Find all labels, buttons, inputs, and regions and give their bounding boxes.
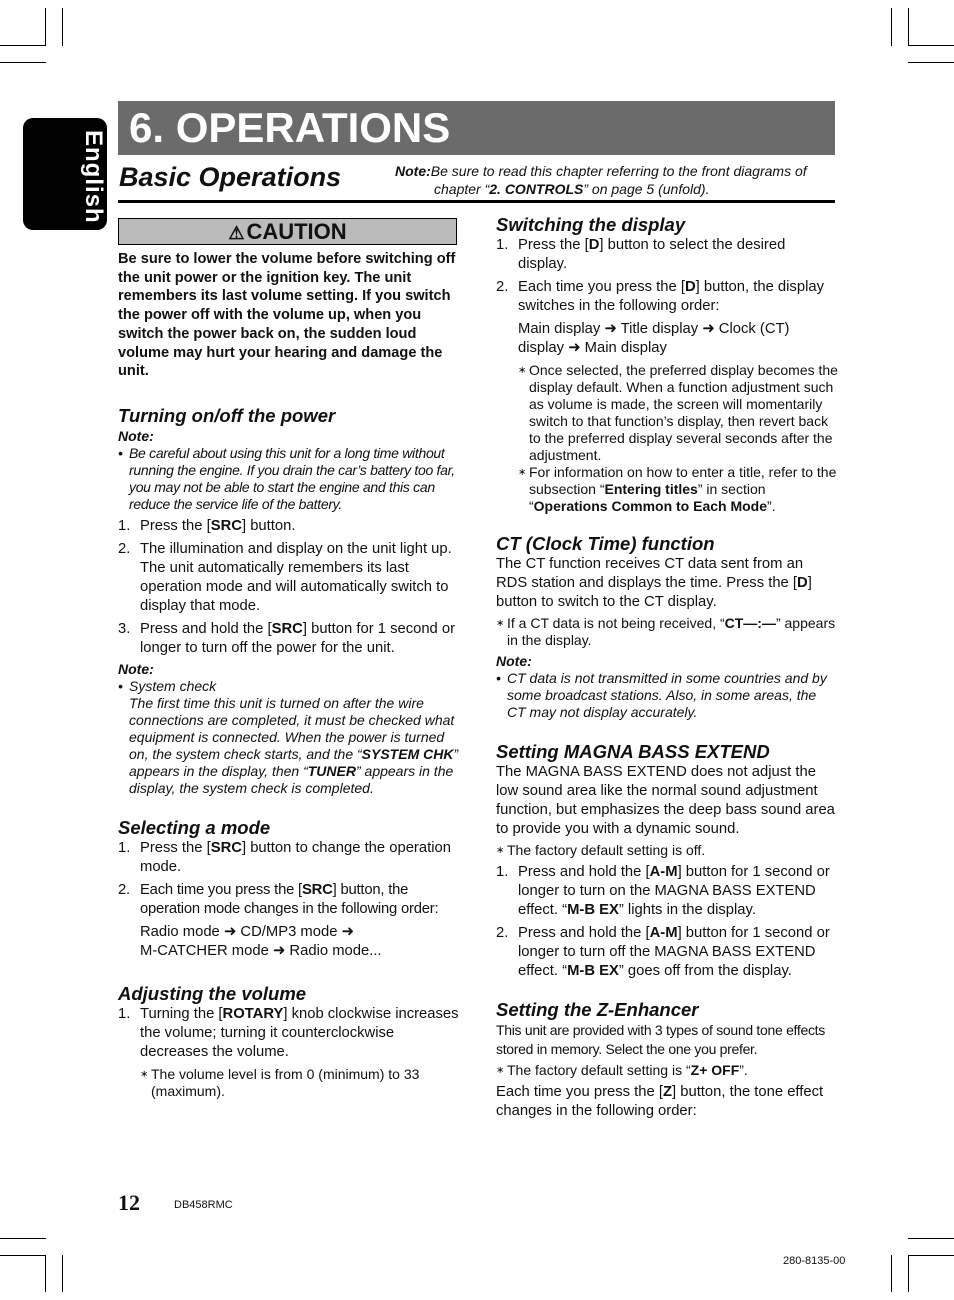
bold-text: Z+ OFF — [690, 1062, 740, 1078]
text: Turning the [ — [140, 1006, 223, 1022]
asterisk: ∗ — [518, 365, 527, 376]
language-side-tab — [23, 118, 107, 230]
bold-text: Entering titles — [604, 481, 698, 497]
language-label: English — [80, 130, 107, 224]
crop-mark — [0, 62, 46, 63]
text: ” appears in the display, then “ — [129, 746, 459, 779]
asterisk: ∗ — [496, 845, 505, 856]
step-number: 3. — [118, 621, 131, 637]
note-label: Note: — [118, 661, 154, 677]
display-step-2 — [496, 278, 838, 316]
bass-heading: Setting MAGNA BASS EXTEND — [496, 741, 770, 762]
key-name: D — [797, 575, 808, 591]
key-name: ROTARY — [222, 1006, 284, 1022]
bass-step-1 — [496, 863, 838, 920]
key-name: Z — [662, 1084, 673, 1100]
step-number: 2. — [118, 541, 131, 557]
text: Press the [ — [140, 518, 211, 534]
crop-mark — [908, 8, 909, 46]
note-line-2 — [395, 180, 840, 198]
note-text: Be careful about using this unit for a long time without running the engine. If you drain the car’s battery too far, you may not be able to start the engine and this can reduce the service life of the battery. — [129, 445, 455, 512]
text: The illumination and display on the unit light up. The unit automatically remembers its last operation mode and will automatically switch to display that mode. — [140, 541, 452, 614]
ct-text — [496, 555, 838, 612]
text: Each time you press the [ — [140, 882, 302, 898]
text: The CT function receives CT data sent from an RDS station and displays the time. Press the [ — [496, 556, 804, 591]
text: ] button for 1 second or longer to turn off the power for the unit. — [140, 621, 456, 656]
chapter-title-bar — [118, 101, 835, 155]
crop-mark — [908, 1238, 954, 1239]
power-step-3 — [118, 620, 460, 658]
top-note — [395, 162, 840, 198]
text: ” appears in the display. — [507, 615, 836, 648]
zenhancer-asterisk-note — [496, 1062, 838, 1079]
note-text: Be sure to read this chapter referring to the front diagrams of — [430, 163, 807, 179]
key-name: A-M — [649, 925, 678, 941]
volume-step-1 — [118, 1005, 460, 1062]
bullet: • — [496, 670, 501, 686]
note-label: Note: — [118, 428, 154, 444]
step-number: 2. — [496, 925, 509, 941]
text: ] button to change the operation mode. — [140, 840, 451, 875]
step-number: 1. — [496, 864, 509, 880]
key-name: SRC — [271, 621, 303, 637]
note-bullet — [496, 670, 838, 721]
asterisk: ∗ — [496, 1065, 505, 1076]
crop-mark — [0, 1238, 46, 1239]
bold-text: Operations Common to Each Mode — [533, 498, 768, 514]
key-name: SRC — [210, 518, 242, 534]
mode-heading: Selecting a mode — [118, 817, 271, 838]
caution-label: CAUTION — [246, 219, 347, 244]
text: ”. — [739, 1062, 748, 1078]
power-heading: Turning on/off the power — [118, 405, 336, 426]
volume-heading: Adjusting the volume — [118, 983, 307, 1004]
page-number: 12 — [118, 1190, 140, 1215]
ct-heading: CT (Clock Time) function — [496, 533, 715, 554]
text: ” in section “ — [529, 481, 766, 514]
text: Each time you press the [ — [518, 279, 685, 295]
asterisk: ∗ — [496, 618, 505, 629]
crop-mark — [908, 1255, 909, 1292]
sequence-line: display ➜ Main display — [518, 340, 667, 356]
crop-mark — [891, 1255, 892, 1292]
text: Press and hold the [ — [518, 925, 650, 941]
left-column — [118, 405, 460, 1100]
zenhancer-text-2 — [496, 1083, 838, 1121]
step-number: 1. — [118, 840, 131, 856]
bold-text: 2. CONTROLS — [489, 181, 584, 197]
crop-mark — [908, 62, 954, 63]
text: ] button for 1 second or longer to turn on the MAGNA BASS EXTEND effect. “ — [518, 864, 830, 918]
display-asterisk-note — [518, 362, 838, 464]
text: ] button for 1 second or longer to turn off the MAGNA BASS EXTEND effect. “ — [518, 925, 830, 979]
crop-mark — [62, 1255, 63, 1292]
text: The first time this unit is turned on after the wire connections are completed, it must be checked what equipment is connected. When the power is turned on, the system check starts, and the “ — [129, 695, 455, 762]
note-text: CT data is not transmitted in some countries and by some broadcast stations. Also, in some areas, the CT may not display accurately. — [507, 670, 827, 720]
text: The volume level is from 0 (minimum) to 33 (maximum). — [151, 1066, 420, 1099]
note-label: Note: — [395, 163, 431, 179]
sequence-line: Main display ➜ Title display ➜ Clock (CT) — [518, 321, 790, 337]
text: ” lights in the display. — [618, 902, 756, 918]
key-name: A-M — [649, 864, 678, 880]
text: ] button, the tone effect changes in the following order: — [496, 1084, 824, 1119]
text: chapter “ — [434, 181, 490, 197]
header-rule — [118, 200, 835, 203]
caution-banner — [118, 218, 457, 245]
sequence-line: Radio mode ➜ CD/MP3 mode ➜ — [140, 924, 354, 940]
text: ] button, the display switches in the following order: — [518, 279, 824, 314]
text: ] button. — [241, 518, 296, 534]
model-number: DB458RMC — [174, 1199, 233, 1211]
mode-step-2 — [118, 881, 460, 919]
system-check-text — [118, 695, 460, 797]
display-sequence — [496, 320, 838, 358]
bold-text: TUNER — [307, 763, 356, 779]
asterisk: ∗ — [518, 467, 527, 478]
power-step-2 — [118, 540, 460, 616]
crop-mark — [908, 1255, 954, 1256]
ct-asterisk-note — [496, 615, 838, 649]
text: The factory default setting is “ — [507, 1062, 691, 1078]
document-code: 280-8135-00 — [783, 1255, 846, 1267]
right-column — [496, 214, 838, 1121]
crop-mark — [908, 45, 954, 46]
note-bullet — [118, 678, 460, 695]
key-name: SRC — [210, 840, 242, 856]
step-number: 1. — [118, 518, 131, 534]
display-step-1 — [496, 236, 838, 274]
bold-text: M-B EX — [567, 963, 619, 979]
text: ] button to select the desired display. — [518, 237, 786, 272]
text: ] button, the operation mode changes in the following order: — [140, 882, 439, 917]
zenhancer-heading: Setting the Z-Enhancer — [496, 999, 699, 1020]
text: Once selected, the preferred display becomes the display default. When a function adjustment such as volume is made, the screen will momentarily switch to that function’s display, then revert back to the preferred display several seconds after the adjustment. — [529, 362, 838, 463]
bullet: • — [118, 678, 123, 694]
step-number: 2. — [496, 279, 509, 295]
text: ] button to switch to the CT display. — [496, 575, 812, 610]
text: ” appears in the display, the system check is completed. — [129, 763, 454, 796]
key-name: D — [684, 279, 696, 295]
warning-triangle-icon: ⚠ — [228, 223, 245, 243]
step-number: 1. — [496, 237, 509, 253]
bold-text: SYSTEM CHK — [361, 746, 454, 762]
key-name: SRC — [301, 882, 333, 898]
key-name: D — [588, 237, 600, 253]
mode-sequence — [118, 923, 460, 961]
crop-mark — [0, 45, 46, 46]
step-number: 2. — [118, 882, 130, 898]
text: Press and hold the [ — [518, 864, 650, 880]
power-step-1 — [118, 517, 460, 536]
text: Press and hold the [ — [140, 621, 272, 637]
bold-text: CT—:— — [724, 615, 776, 631]
asterisk: ∗ — [140, 1069, 149, 1080]
crop-mark — [62, 8, 63, 46]
section-title: Basic Operations — [119, 162, 342, 192]
text: Each time you press the [ — [496, 1084, 663, 1100]
volume-asterisk-note — [140, 1066, 460, 1100]
text: ” goes off from the display. — [618, 963, 792, 979]
crop-mark — [45, 8, 46, 46]
note-label: Note: — [496, 653, 532, 669]
bullet: • — [118, 445, 123, 461]
text: The factory default setting is off. — [507, 842, 706, 858]
crop-mark — [45, 1255, 46, 1292]
display-asterisk-note — [518, 464, 838, 515]
crop-mark — [891, 8, 892, 46]
display-heading: Switching the display — [496, 214, 686, 235]
zenhancer-text: This unit are provided with 3 types of sound tone effects stored in memory. Select the one you prefer. — [496, 1022, 825, 1057]
caution-text: Be sure to lower the volume before switching off the unit power or the ignition key. The unit remembers its last volume setting. If you switch the power off with the volume up, when you switch the power back on, the sudden loud volume may hurt your hearing and damage the unit. — [118, 251, 456, 380]
chapter-title: 6. OPERATIONS — [129, 104, 451, 151]
text: If a CT data is not being received, “ — [507, 615, 725, 631]
bass-step-2 — [496, 924, 838, 981]
bold-text: M-B EX — [567, 902, 619, 918]
text: Press the [ — [140, 840, 211, 856]
bass-asterisk-note — [496, 842, 838, 859]
step-number: 1. — [118, 1006, 131, 1022]
bass-text: The MAGNA BASS EXTEND does not adjust the low sound area like the normal sound adjustment function, but emphasizes the deep bass sound area to provide you with a dynamic sound. — [496, 764, 835, 837]
text: ” on page 5 (unfold). — [583, 181, 710, 197]
mode-step-1 — [118, 839, 460, 877]
text: For information on how to enter a title, refer to the subsection “ — [529, 464, 837, 497]
note-text: System check — [129, 678, 217, 694]
sequence-line: M-CATCHER mode ➜ Radio mode... — [140, 943, 382, 959]
text: ”. — [767, 498, 776, 514]
text: ] knob clockwise increases the volume; turning it counterclockwise decreases the volume. — [140, 1006, 459, 1060]
note-bullet — [118, 445, 460, 513]
text: Press the [ — [518, 237, 589, 253]
crop-mark — [0, 1255, 46, 1256]
